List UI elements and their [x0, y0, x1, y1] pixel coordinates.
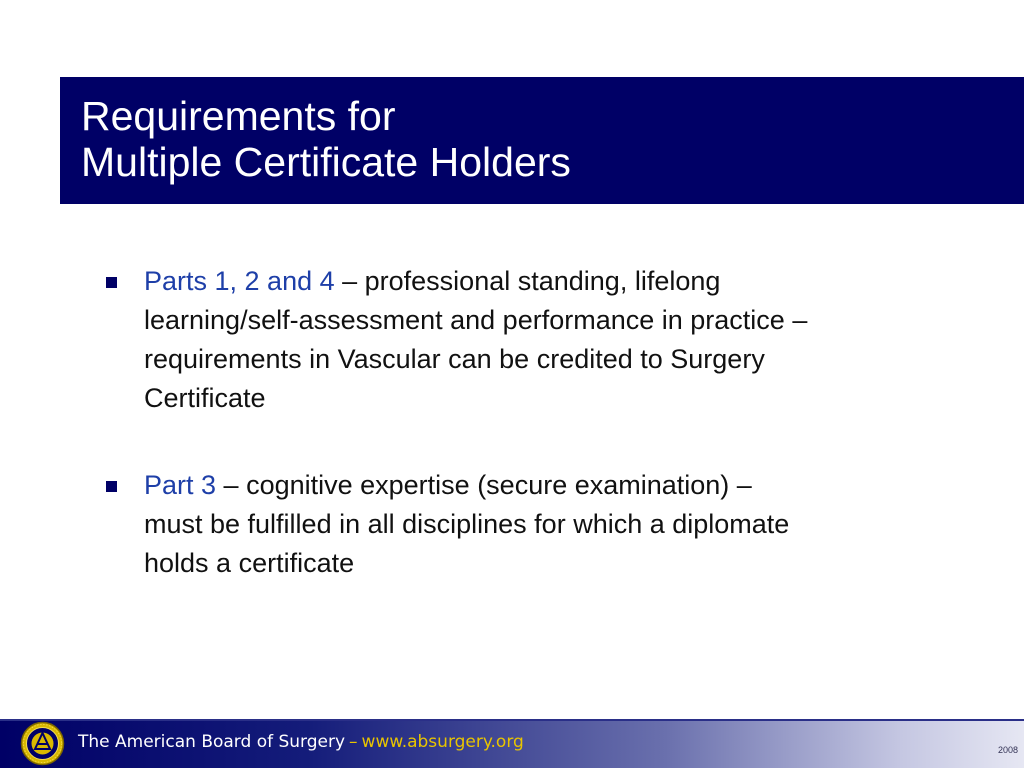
abs-seal-icon: [20, 721, 65, 766]
bullet-list: [104, 262, 934, 631]
footer-bar: [0, 719, 1024, 768]
bullet-text: – cognitive expertise (secure examination) –: [216, 470, 752, 500]
footer-organization: The American Board of Surgery: [78, 732, 346, 752]
bullet-lead: Part 3: [144, 470, 217, 500]
footer-caption: [78, 730, 524, 754]
bullet-text: – professional standing, lifelong: [334, 266, 721, 296]
bullet-line: learning/self-assessment and performance in practice –: [144, 305, 808, 335]
bullet-item-part-3: [104, 466, 934, 583]
title-bar: [60, 77, 1024, 204]
bullet-line: must be fulfilled in all disciplines for which a diplomate: [144, 509, 790, 539]
bullet-line: requirements in Vascular can be credited to Surgery: [144, 344, 765, 374]
slide-title-line-1: Requirements for: [81, 93, 396, 139]
footer-divider: [0, 719, 1024, 721]
bullet-line: [144, 466, 934, 505]
footer-year: 2008: [997, 745, 1018, 755]
bullet-line: holds a certificate: [144, 548, 355, 578]
square-bullet-icon: [106, 277, 117, 288]
bullet-lead: Parts 1, 2 and 4: [144, 266, 335, 296]
bullet-line: [144, 262, 934, 301]
bullet-line: Certificate: [144, 383, 266, 413]
bullet-item-parts-1-2-4: [104, 262, 934, 418]
slide-title-line-2: Multiple Certificate Holders: [81, 139, 571, 185]
square-bullet-icon: [106, 481, 117, 492]
footer-website-link[interactable]: www.absurgery.org: [361, 732, 524, 752]
footer-separator: –: [349, 732, 358, 752]
